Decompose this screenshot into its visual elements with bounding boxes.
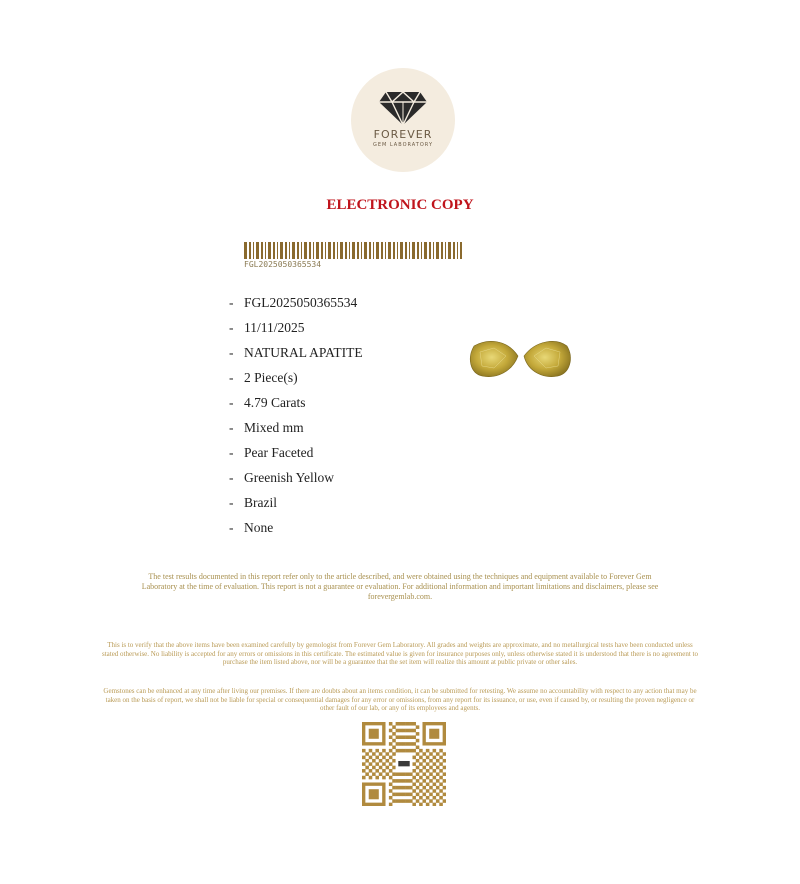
field-value: Brazil xyxy=(244,495,277,510)
field-row xyxy=(0,520,480,545)
field-value: 11/11/2025 xyxy=(244,320,305,335)
field-row xyxy=(0,370,480,395)
field-value: 2 Piece(s) xyxy=(244,370,298,385)
field-separator: - xyxy=(229,420,234,435)
field-separator: - xyxy=(229,395,234,410)
field-row xyxy=(0,345,480,370)
field-value: Greenish Yellow xyxy=(244,470,334,485)
disclaimer-paragraph-3: Gemstones can be enhanced at any time after living our premises. If there are doubts about an items condition, it can be submitted for retesting. We assume no accountability with respect to any action that may be taken on the basis of report, we shall not be liable for special or consequential damages for any error or omissions, from any report for its issuance, or use, even if caused by, or resulting the proven negligence or other fault of our lab, or any of its employees and agents. xyxy=(103,687,697,712)
field-row xyxy=(0,395,480,420)
field-separator: - xyxy=(229,345,234,360)
electronic-copy-title: ELECTRONIC COPY xyxy=(326,197,474,213)
brand-name: FOREVER xyxy=(373,128,433,141)
barcode-text: FGL2025050365534 xyxy=(244,260,322,269)
field-separator: - xyxy=(229,295,234,310)
field-value: Pear Faceted xyxy=(244,445,314,460)
lab-logo xyxy=(351,68,455,172)
field-row xyxy=(0,320,480,345)
field-value: FGL2025050365534 xyxy=(244,295,358,310)
disclaimer-paragraph-1: The test results documented in this report refer only to the article described, and were obtained using the techniques and equipment available to Forever Gem Laboratory at the time of evaluation. This report is not a guarantee or evaluation. For additional information and important limitations and disclaimers, please see forevergemlab.com. xyxy=(141,572,659,601)
field-row xyxy=(0,420,480,445)
field-separator: - xyxy=(229,320,234,335)
field-row xyxy=(0,470,480,495)
diamond-icon xyxy=(378,90,428,126)
field-separator: - xyxy=(229,470,234,485)
field-row xyxy=(0,295,480,320)
field-value: None xyxy=(244,520,274,535)
field-value: NATURAL APATITE xyxy=(244,345,363,360)
disclaimer-paragraph-2: This is to verify that the above items have been examined carefully by gemologist from Forever Gem Laboratory. All grades and weights are approximate, and no metallurgical tests have been conducted unless stated otherwise. No liability is accepted for any errors or omissions in this certificate. The estimated value is given for insurance purposes only, unless otherwise stated it is understood that there is no agreement to purchase the item listed above, nor will be a guarantee that the set item will realize this amount at public private or other sales. xyxy=(101,641,698,666)
field-separator: - xyxy=(229,370,234,385)
brand-subtitle: GEM LABORATORY xyxy=(372,142,434,148)
field-separator: - xyxy=(229,520,234,535)
qr-code-icon[interactable] xyxy=(362,722,446,806)
field-row xyxy=(0,445,480,470)
barcode xyxy=(244,242,462,259)
field-value: 4.79 Carats xyxy=(244,395,306,410)
field-separator: - xyxy=(229,495,234,510)
pear-gemstones-icon xyxy=(466,336,574,382)
field-separator: - xyxy=(229,445,234,460)
field-row xyxy=(0,495,480,520)
field-value: Mixed mm xyxy=(244,420,304,435)
